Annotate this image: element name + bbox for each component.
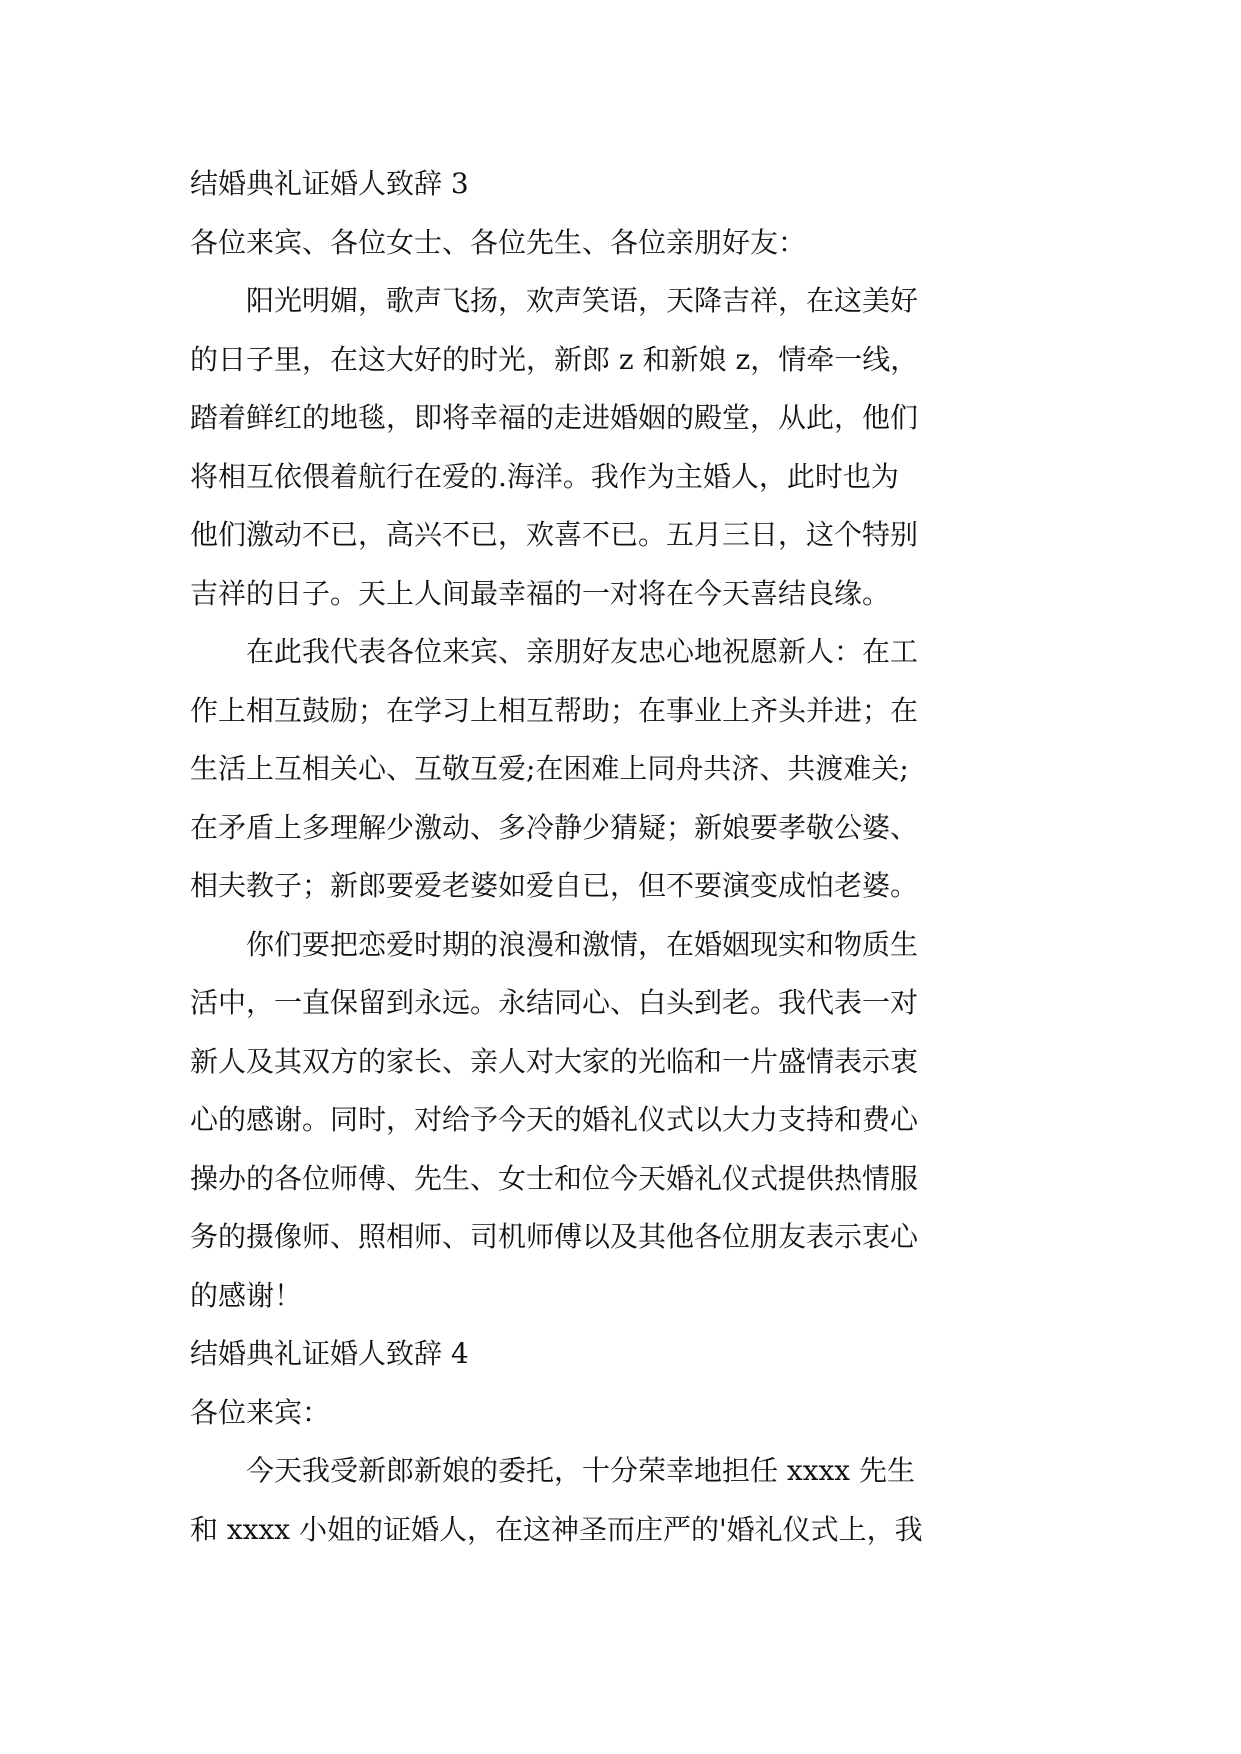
text-line: 踏着鲜红的地毯，即将幸福的走进婚姻的殿堂，从此，他们 <box>190 401 919 434</box>
text-line: 的感谢！ <box>190 1278 303 1312</box>
section3-paragraph-3 <box>190 916 1050 1326</box>
text-line: 你们要把恋爱时期的浪漫和激情，在婚姻现实和物质生 <box>246 927 919 961</box>
text-line: 将相互依偎着航行在爱的.海洋。我作为主婚人，此时也为 <box>190 459 899 493</box>
text-line: 他们激动不已，高兴不已，欢喜不已。五月三日，这个特别 <box>190 518 919 551</box>
section4-title: 结婚典礼证婚人致辞 4 <box>190 1337 469 1370</box>
section3-paragraph-1 <box>190 272 1050 623</box>
text-line: 作上相互鼓励；在学习上相互帮助；在事业上齐头并进；在 <box>190 693 919 727</box>
text-line: 阳光明媚，歌声飞扬，欢声笑语，天降吉祥，在这美好 <box>246 284 919 317</box>
text-line: 在矛盾上多理解少激动、多冷静少猜疑；新娘要孝敬公婆、 <box>190 810 919 844</box>
text-line: 的日子里，在这大好的时光，新郎 z 和新娘 z，情牵一线， <box>190 342 919 376</box>
text-line: 新人及其双方的家长、亲人对大家的光临和一片盛情表示衷 <box>190 1044 919 1078</box>
text-line: 务的摄像师、照相师、司机师傅以及其他各位朋友表示衷心 <box>190 1220 919 1253</box>
section4-paragraph-1 <box>190 1442 1050 1559</box>
text-line: 生活上互相关心、互敬互爱;在困难上同舟共济、共渡难关; <box>190 752 909 785</box>
section3-paragraph-2 <box>190 623 1050 916</box>
text-line: 今天我受新郎新娘的委托，十分荣幸地担任 xxxx 先生 <box>246 1454 915 1487</box>
text-line: 相夫教子；新郎要爱老婆如爱自已，但不要演变成怕老婆。 <box>190 869 919 902</box>
text-line: 活中，一直保留到永远。永结同心、白头到老。我代表一对 <box>190 986 919 1019</box>
text-line: 吉祥的日子。天上人间最幸福的一对将在今天喜结良缘。 <box>190 576 891 610</box>
section3-salutation: 各位来宾、各位女士、各位先生、各位亲朋好友： <box>190 225 807 259</box>
document-page <box>190 155 1050 1559</box>
text-line: 在此我代表各位来宾、亲朋好友忠心地祝愿新人：在工 <box>246 635 919 668</box>
text-line: 和 xxxx 小姐的证婚人，在这神圣而庄严的'婚礼仪式上，我 <box>190 1512 923 1546</box>
text-line: 心的感谢。同时，对给予今天的婚礼仪式以大力支持和费心 <box>190 1103 919 1136</box>
section3-title: 结婚典礼证婚人致辞 3 <box>190 167 469 200</box>
text-line: 操办的各位师傅、先生、女士和位今天婚礼仪式提供热情服 <box>190 1161 919 1195</box>
section4-salutation: 各位来宾： <box>190 1395 331 1429</box>
